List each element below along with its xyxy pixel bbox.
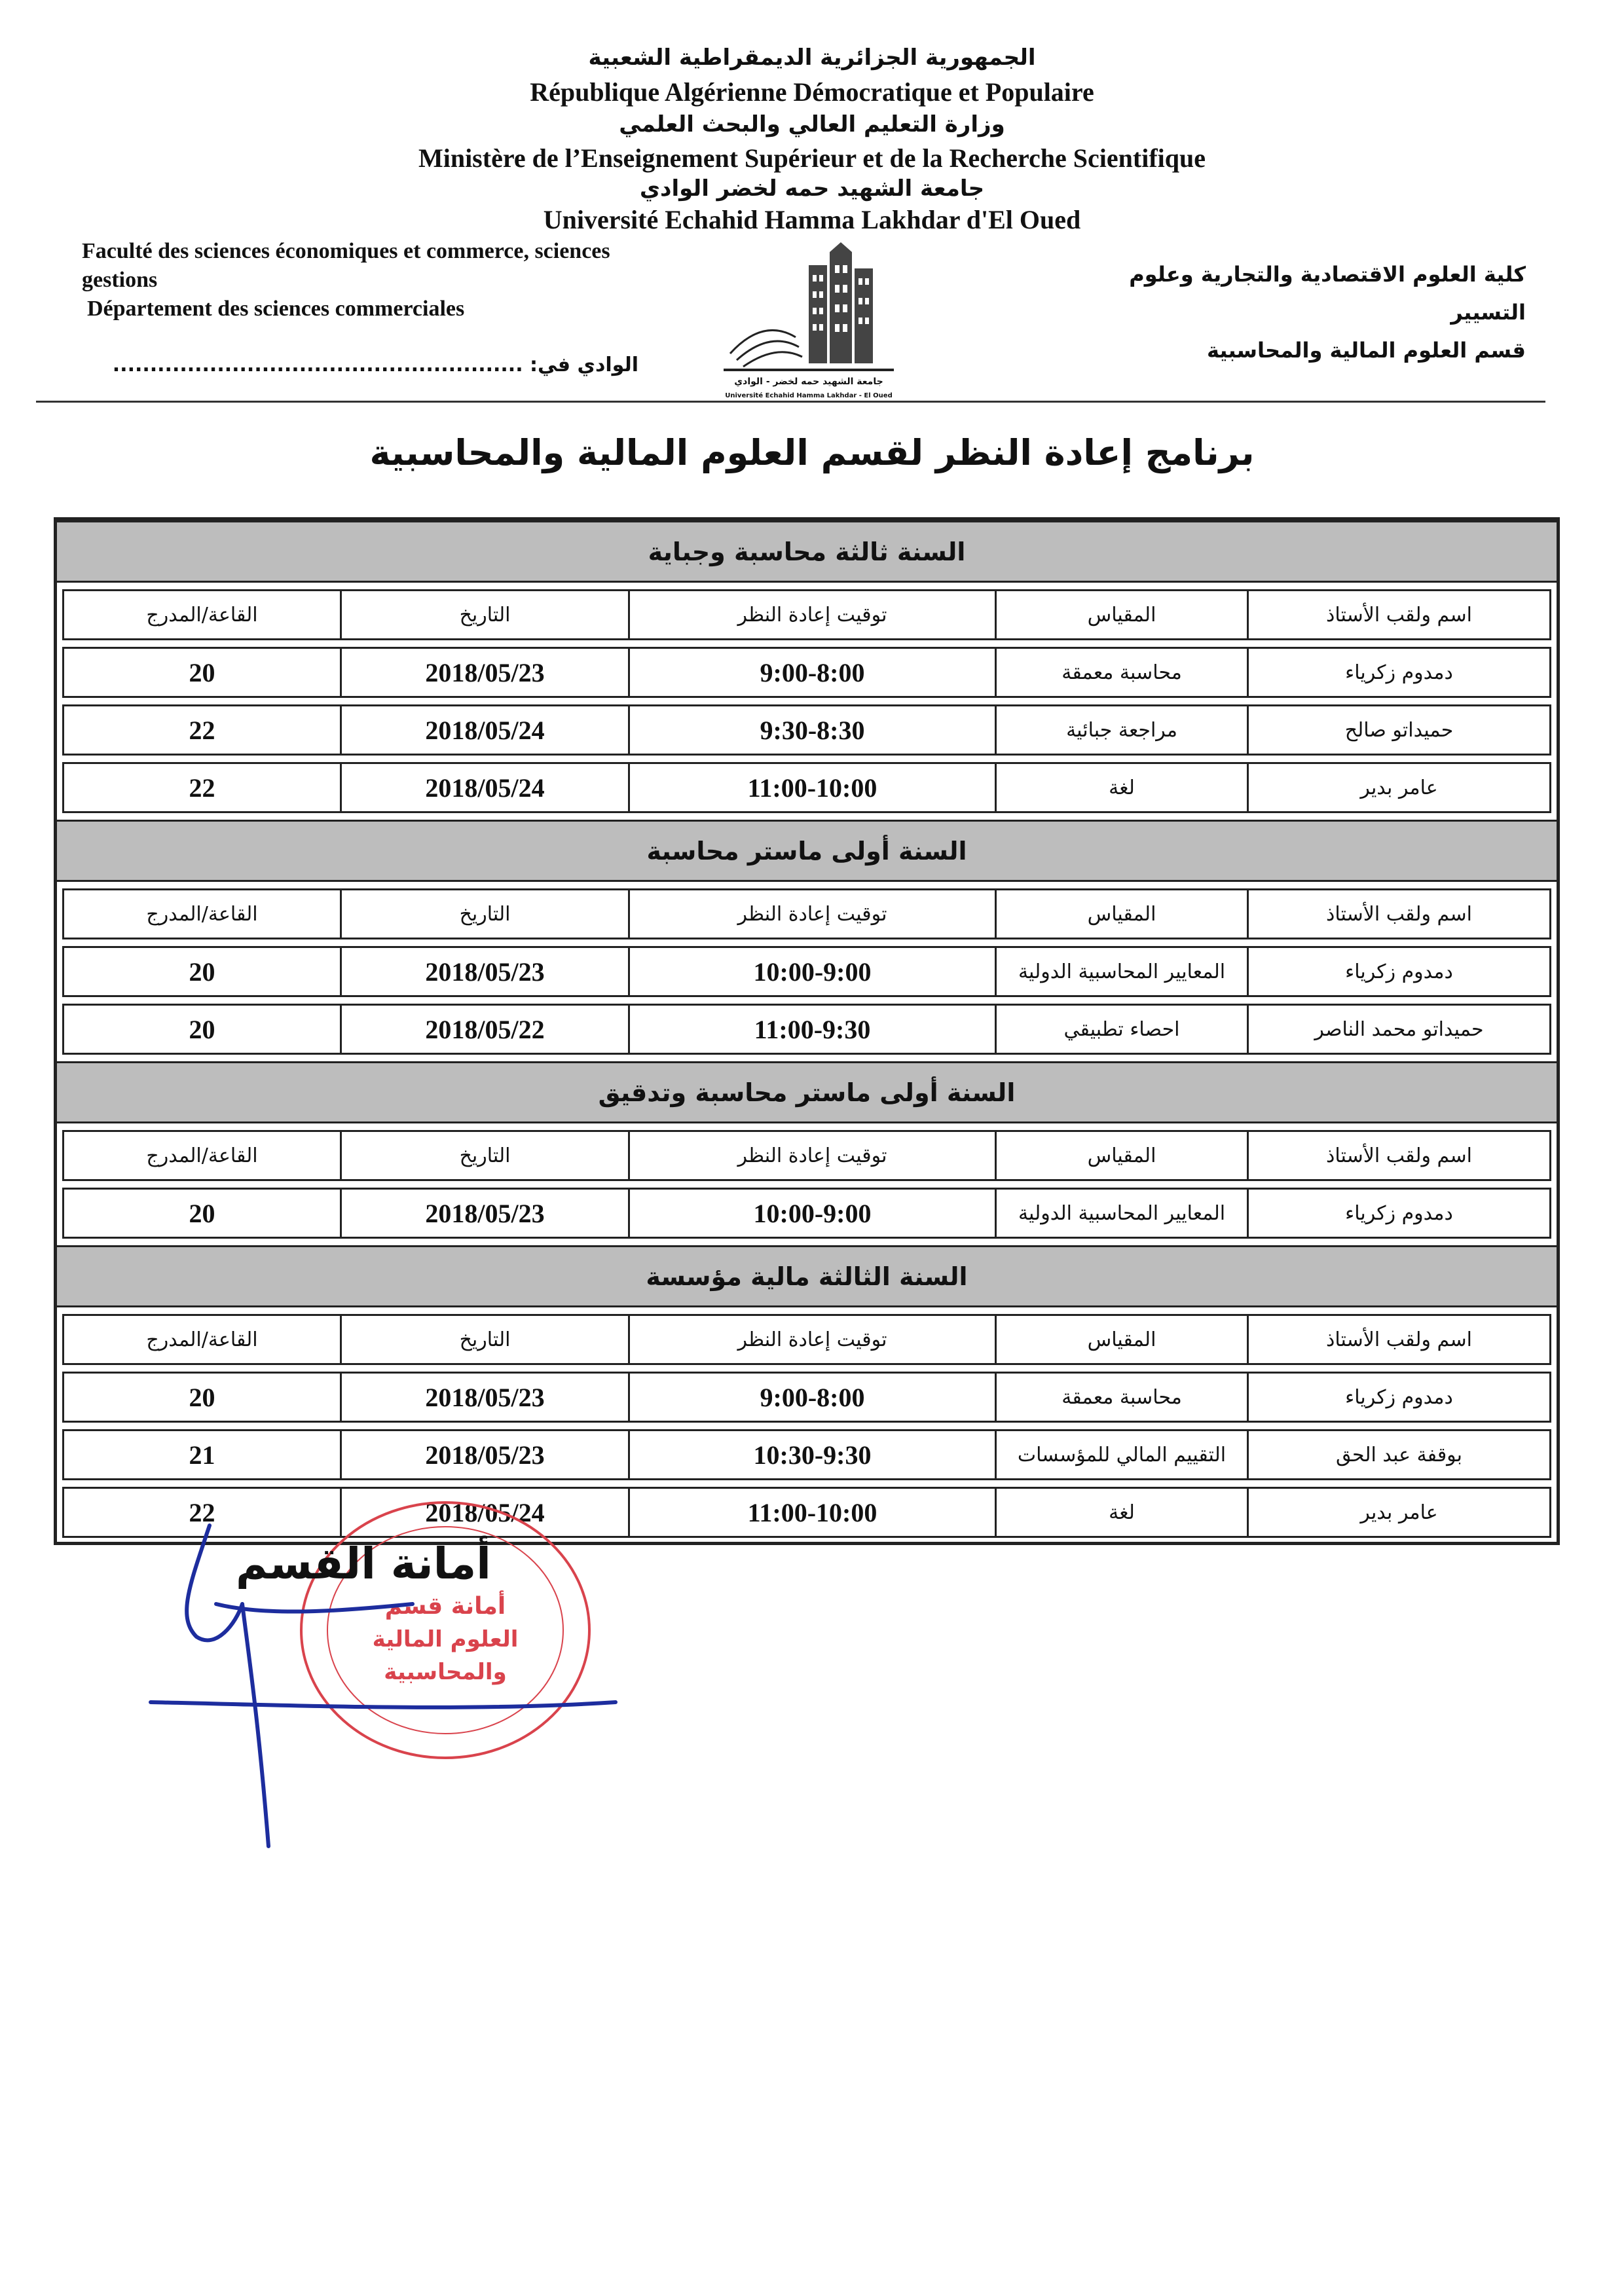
cell-date [340, 1004, 628, 1055]
cell-time-text: 10:30-9:30 [753, 1440, 872, 1470]
cell-room [62, 946, 340, 997]
cell-date [340, 1429, 628, 1480]
cell-time-text: 9:00-8:00 [760, 657, 865, 687]
cell-date-text: 2018/05/23 [425, 657, 545, 687]
cell-date [340, 704, 628, 756]
cell-date [340, 647, 628, 698]
cell-date-text: 2018/05/24 [425, 715, 545, 745]
column-header-room: القاعة/المدرج [62, 888, 340, 939]
column-header-time: توقيت إعادة النظر [628, 888, 995, 939]
column-header-row [62, 1314, 1551, 1365]
signature-label: أمانة القسم [236, 1539, 491, 1589]
column-header-prof: اسم ولقب الأستاذ [1247, 1130, 1551, 1181]
cell-module [995, 762, 1247, 813]
column-header-prof: اسم ولقب الأستاذ [1247, 888, 1551, 939]
cell-room [62, 1372, 340, 1423]
cell-date-text: 2018/05/23 [425, 1198, 545, 1228]
cell-prof-text: دمدوم زكرياء [1345, 661, 1453, 684]
cell-module [995, 1429, 1247, 1480]
cell-time [628, 1372, 995, 1423]
cell-room [62, 647, 340, 698]
cell-prof [1247, 647, 1551, 698]
cell-module [995, 647, 1247, 698]
cell-module [995, 946, 1247, 997]
table-row [62, 647, 1551, 698]
column-header-time: توقيت إعادة النظر [628, 1130, 995, 1181]
column-header-date: التاريخ [340, 888, 628, 939]
cell-prof [1247, 762, 1551, 813]
cell-time-text: 9:30-8:30 [760, 715, 865, 745]
column-header-time: توقيت إعادة النظر [628, 589, 995, 640]
page-title: برنامج إعادة النظر لقسم العلوم المالية والمحاسبية [369, 432, 1255, 473]
logo-caption-french: Université Echahid Hamma Lakhdar - El Oued [725, 392, 893, 399]
cell-time [628, 1188, 995, 1239]
cell-prof [1247, 1429, 1551, 1480]
cell-date [340, 946, 628, 997]
cell-room-text: 21 [189, 1440, 215, 1470]
date-line: الوادي في: ....................................................... [112, 354, 638, 376]
cell-time-text: 11:00-10:00 [747, 1497, 877, 1527]
cell-date-text: 2018/05/23 [425, 957, 545, 987]
cell-prof-text: حميداتو صالح [1344, 718, 1454, 742]
logo-caption-arabic: جامعة الشهيد حمه لخضر - الوادي [734, 376, 883, 387]
faculty-arabic [1054, 255, 1526, 369]
cell-time [628, 946, 995, 997]
cell-prof-text: عامر بدير [1360, 776, 1438, 799]
schedule-table [54, 517, 1560, 1545]
stamp-line2: العلوم المالية [372, 1626, 519, 1652]
cell-module [995, 1188, 1247, 1239]
cell-module-text: لغة [1109, 1501, 1135, 1524]
cell-time-text: 10:00-9:00 [753, 957, 872, 987]
stamp-line1: أمانة قسم [384, 1593, 506, 1620]
column-header-row [62, 589, 1551, 640]
cell-prof-text: حميداتو محمد الناصر [1314, 1017, 1484, 1041]
cell-prof-text: بوقفة عبد الحق [1335, 1443, 1463, 1467]
column-header-prof: اسم ولقب الأستاذ [1247, 589, 1551, 640]
column-header-date: التاريخ [340, 1130, 628, 1181]
stamp-line3: والمحاسبية [384, 1659, 507, 1685]
university-logo-icon [717, 239, 900, 403]
cell-date [340, 1372, 628, 1423]
cell-room [62, 704, 340, 756]
table-row [62, 1004, 1551, 1055]
table-row [62, 946, 1551, 997]
cell-time [628, 762, 995, 813]
cell-module-text: المعايير المحاسبية الدولية [1018, 1201, 1226, 1225]
cell-date-text: 2018/05/24 [425, 773, 545, 803]
cell-module-text: محاسبة معمقة [1061, 661, 1182, 684]
cell-room [62, 1188, 340, 1239]
column-header-row [62, 888, 1551, 939]
ministry-french: Ministère de l’Enseignement Supérieur et de la Recherche Scientifique [418, 143, 1206, 173]
cell-prof [1247, 1188, 1551, 1239]
cell-time [628, 1004, 995, 1055]
cell-time-text: 10:00-9:00 [753, 1198, 872, 1228]
column-header-room: القاعة/المدرج [62, 1314, 340, 1365]
column-header-prof: اسم ولقب الأستاذ [1247, 1314, 1551, 1365]
cell-room-text: 20 [189, 1198, 215, 1228]
cell-room [62, 1004, 340, 1055]
faculty-french-line2: gestions [82, 268, 158, 292]
cell-date [340, 762, 628, 813]
table-row [62, 1429, 1551, 1480]
cell-room-text: 22 [189, 715, 215, 745]
cell-module [995, 1487, 1247, 1538]
cell-prof-text: دمدوم زكرياء [1345, 1385, 1453, 1409]
cell-prof-text: عامر بدير [1360, 1501, 1438, 1524]
column-header-row [62, 1130, 1551, 1181]
department-arabic: قسم العلوم المالية والمحاسبية [1207, 338, 1526, 363]
section-header: السنة ثالثة محاسبة وجباية [57, 520, 1557, 583]
column-header-date: التاريخ [340, 1314, 628, 1365]
section-header: السنة أولى ماستر محاسبة وتدقيق [57, 1061, 1557, 1123]
ministry-arabic: وزارة التعليم العالي والبحث العلمي [619, 111, 1005, 137]
cell-prof [1247, 704, 1551, 756]
cell-room-text: 22 [189, 773, 215, 803]
cell-room-text: 20 [189, 957, 215, 987]
cell-module [995, 1004, 1247, 1055]
cell-room-text: 22 [189, 1497, 215, 1527]
cell-prof-text: دمدوم زكرياء [1345, 960, 1453, 983]
faculty-french-line1: Faculté des sciences économiques et commerce, sciences [82, 239, 610, 263]
cell-prof-text: دمدوم زكرياء [1345, 1201, 1453, 1225]
header-divider [36, 401, 1545, 403]
cell-date-text: 2018/05/23 [425, 1440, 545, 1470]
university-french: Université Echahid Hamma Lakhdar d'El Oued [543, 205, 1081, 234]
cell-module-text: المعايير المحاسبية الدولية [1018, 960, 1226, 983]
cell-module-text: التقييم المالي للمؤسسات [1017, 1443, 1227, 1467]
cell-module-text: لغة [1109, 776, 1135, 799]
table-row [62, 762, 1551, 813]
table-row [62, 1372, 1551, 1423]
faculty-french [82, 237, 710, 323]
cell-module-text: احصاء تطبيقي [1063, 1017, 1180, 1041]
republic-arabic: الجمهورية الجزائرية الديمقراطية الشعبية [588, 45, 1036, 71]
section-header: السنة أولى ماستر محاسبة [57, 820, 1557, 882]
cell-time [628, 647, 995, 698]
cell-module-text: مراجعة جبائية [1066, 718, 1177, 742]
cell-time-text: 11:00-10:00 [747, 773, 877, 803]
table-row [62, 1188, 1551, 1239]
cell-prof [1247, 946, 1551, 997]
cell-prof [1247, 1487, 1551, 1538]
cell-prof [1247, 1372, 1551, 1423]
cell-room-text: 20 [189, 1014, 215, 1044]
cell-date-text: 2018/05/24 [425, 1497, 545, 1527]
cell-room [62, 762, 340, 813]
column-header-module: المقياس [995, 1314, 1247, 1365]
column-header-room: القاعة/المدرج [62, 589, 340, 640]
column-header-module: المقياس [995, 888, 1247, 939]
cell-date-text: 2018/05/22 [425, 1014, 545, 1044]
column-header-time: توقيت إعادة النظر [628, 1314, 995, 1365]
faculty-arabic-line1: كلية العلوم الاقتصادية والتجارية وعلوم التسيير [1129, 262, 1526, 325]
cell-room-text: 20 [189, 1382, 215, 1412]
republic-french: République Algérienne Démocratique et Populaire [530, 77, 1094, 107]
cell-room-text: 20 [189, 657, 215, 687]
cell-module-text: محاسبة معمقة [1061, 1385, 1182, 1409]
column-header-date: التاريخ [340, 589, 628, 640]
cell-date [340, 1188, 628, 1239]
cell-time [628, 1429, 995, 1480]
column-header-room: القاعة/المدرج [62, 1130, 340, 1181]
section-header: السنة الثالثة مالية مؤسسة [57, 1245, 1557, 1307]
cell-time [628, 704, 995, 756]
cell-time [628, 1487, 995, 1538]
cell-module [995, 1372, 1247, 1423]
column-header-module: المقياس [995, 1130, 1247, 1181]
cell-time-text: 9:00-8:00 [760, 1382, 865, 1412]
cell-module [995, 704, 1247, 756]
department-french: Département des sciences commerciales [87, 297, 465, 321]
university-arabic: جامعة الشهيد حمه لخضر الوادي [639, 175, 985, 202]
table-row [62, 704, 1551, 756]
cell-time-text: 11:00-9:30 [754, 1014, 871, 1044]
cell-date-text: 2018/05/23 [425, 1382, 545, 1412]
column-header-module: المقياس [995, 589, 1247, 640]
cell-room [62, 1429, 340, 1480]
cell-prof [1247, 1004, 1551, 1055]
